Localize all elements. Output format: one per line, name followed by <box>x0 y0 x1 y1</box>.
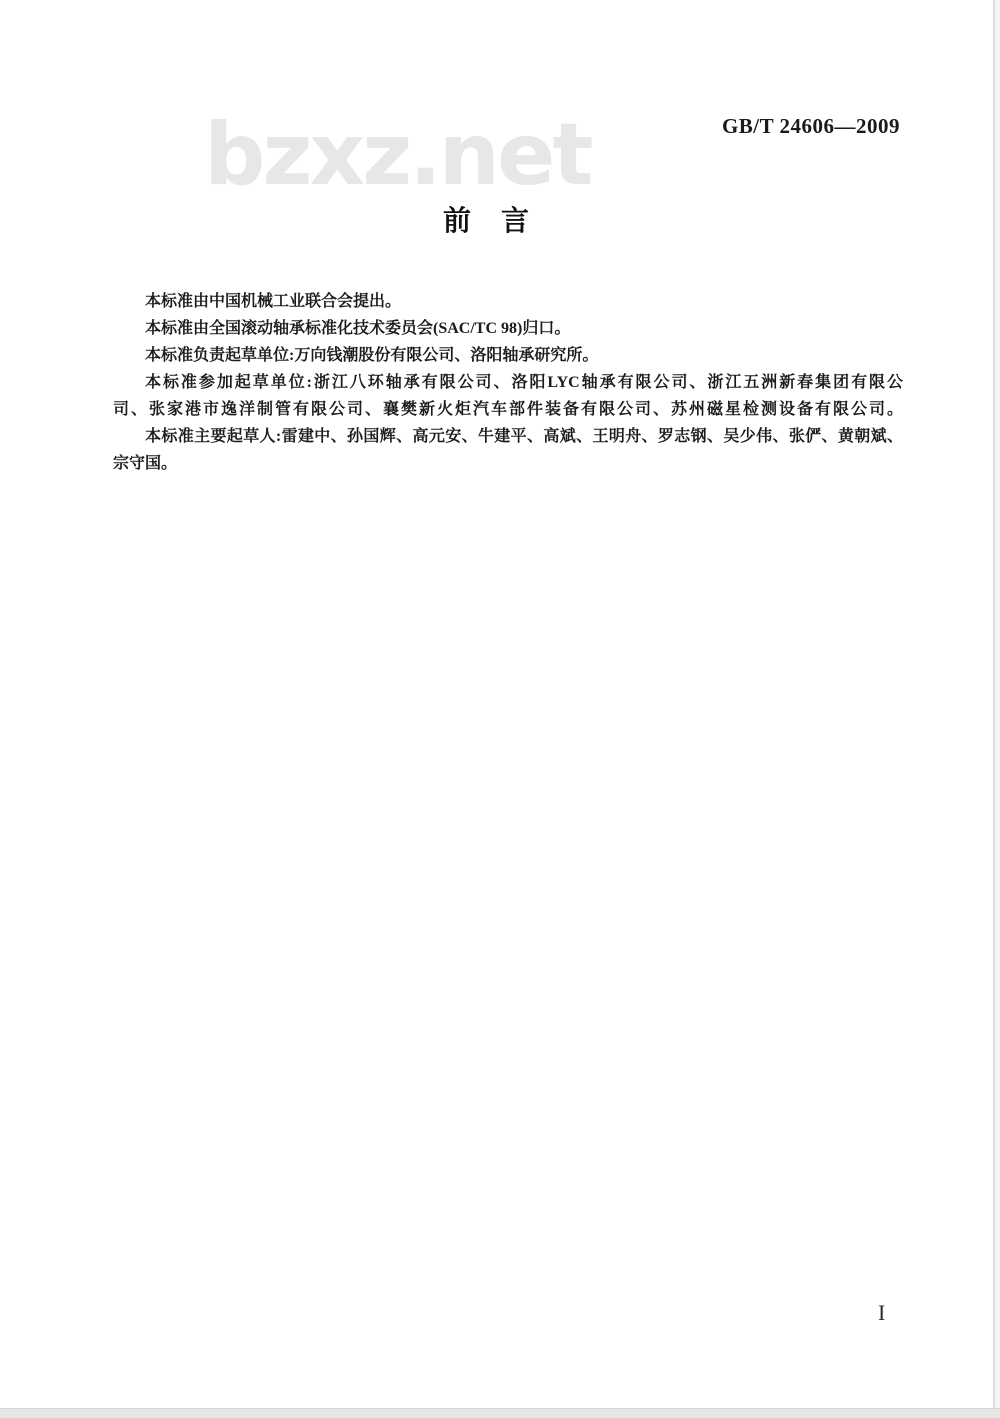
page-title <box>0 204 986 238</box>
foreword-line: 本标准负责起草单位:万向钱潮股份有限公司、洛阳轴承研究所。 <box>145 347 599 364</box>
foreword-line: 本标准参加起草单位:浙江八环轴承有限公司、洛阳LYC轴承有限公司、浙江五洲新春集团有限公 <box>145 374 903 391</box>
foreword-line: 司、张家港市逸洋制管有限公司、襄樊新火炬汽车部件装备有限公司、苏州磁星检测设备有限公司。 <box>113 401 903 418</box>
page-title-char-2: 言 <box>501 205 530 236</box>
foreword-line: 宗守国。 <box>113 455 178 472</box>
foreword-body <box>113 288 903 477</box>
scan-bottom-edge <box>0 1408 1000 1418</box>
page-number: I <box>878 1300 886 1325</box>
scan-right-edge <box>993 0 1000 1418</box>
standard-number: GB/T 24606—2009 <box>721 114 900 138</box>
foreword-line: 本标准主要起草人:雷建中、孙国辉、高元安、牛建平、高斌、王明舟、罗志钢、吴少伟、张俨、黄朝斌、 <box>145 428 903 445</box>
foreword-line: 本标准由全国滚动轴承标准化技术委员会(SAC/TC 98)归口。 <box>145 320 571 337</box>
foreword-line: 本标准由中国机械工业联合会提出。 <box>145 293 402 310</box>
page-title-char-1: 前 <box>442 205 471 236</box>
watermark-text: bzxz.net <box>204 105 591 205</box>
